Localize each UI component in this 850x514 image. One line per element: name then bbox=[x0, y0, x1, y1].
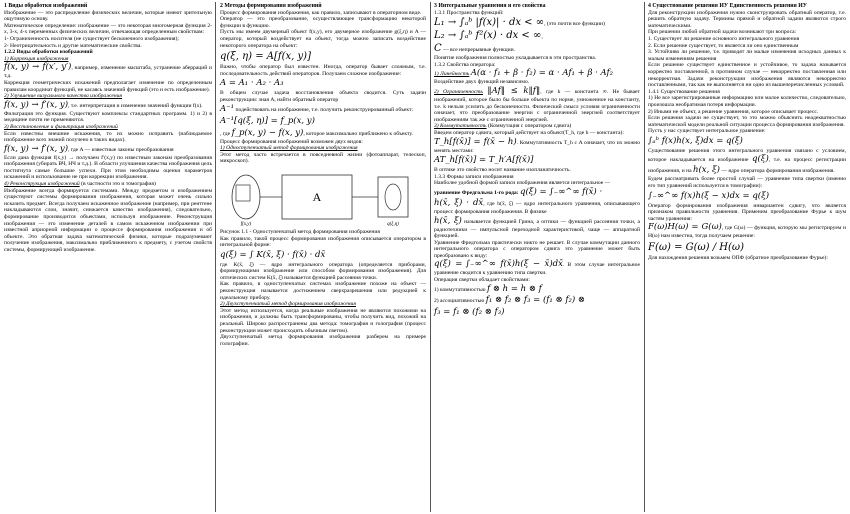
subsection-title: 1.3.3 Формы записи изображения bbox=[434, 173, 514, 180]
formula-line bbox=[434, 198, 640, 216]
formula-line bbox=[220, 104, 426, 115]
item-heading: 1) Одноступенчатый метод формирования изображения bbox=[220, 145, 358, 152]
image-label: q(ξ,η) bbox=[387, 221, 399, 227]
formula: A(α · f₁ + β · f₂) = α · Af₁ + β · Af₂ bbox=[470, 68, 614, 79]
formula-line bbox=[434, 284, 640, 295]
formula-text: , где G(ω) — функция, которую мы регистрируем и H(ω) нам известна, тогда получаем решение: bbox=[648, 225, 846, 240]
subsection-title: 1.2.2 Виды обработки изображений bbox=[4, 49, 93, 56]
paragraph: Операция свертки обладает свойствами: bbox=[434, 277, 530, 284]
formula: q(ξ̄) = ∫₋∞^∞ f(x̄) · bbox=[520, 186, 603, 197]
formula-text: 1) коммутативностью bbox=[434, 286, 486, 293]
formula-text: . Коммутативность T_h с A означает, что их можно менять местами: bbox=[434, 139, 640, 154]
formula-line bbox=[434, 86, 640, 123]
formula: f(x, y) → f′(x, y) bbox=[4, 143, 69, 154]
paragraph: Для реконструкции изображения нужно сконструировать обратный оператор, т.е. решить обратную задачу. Термины прямой и обратной задачи являются строго математическими. bbox=[648, 9, 846, 29]
formula: q(ξ̄) = ∫ K(x̄, ξ̄) · f(x̄) · dx̄ bbox=[220, 249, 326, 260]
formula-line bbox=[434, 259, 640, 277]
paragraph: Если решение существует единственное и устойчивое, то задача называется корректно поставленной, в противном случае — некорректно поставленная или некорректная. Задачи реконструкции изображения являются некорректно поставленными, так как не выполняется ни одно из вышеперечисленных условий. bbox=[648, 62, 846, 89]
item-heading: 2) Улучшение визуального качества изображения bbox=[4, 93, 123, 100]
paragraph: 2- Неотрицательность и другие математические свойства. bbox=[4, 42, 142, 49]
formula-text: называется функцией Грина, а оптики — функцией рассеяния точки, а радиотехники — импульсной переходной характеристикой, чаще — аппаратной функцией. bbox=[434, 218, 640, 240]
formula: f(x, y) → f′(x, y) bbox=[4, 99, 69, 110]
formula: A⁻¹[q(ξ, η)] = f_p(x, y) bbox=[220, 115, 315, 126]
formula-line bbox=[434, 137, 640, 155]
formula: L₂ → ∫ₐᵇ f²(x) · dx < ∞ bbox=[434, 30, 542, 42]
formula-line bbox=[434, 29, 640, 42]
formula: T_h[f(x̄)] = f(x̄ − h) bbox=[434, 136, 517, 147]
paragraph: Уравнение Фредгольма практически никто не решает. В случае коммутации данного интегрального оператора с оператором сдвига это уравнение может быть преобразовано к виду: bbox=[434, 239, 640, 259]
formula-line bbox=[220, 128, 426, 139]
paragraph: Изображение — это распределение физических величин, которые имеют зрительную ощутимую основу. bbox=[4, 9, 212, 23]
object-label: f(x,y) bbox=[240, 221, 252, 227]
formula: h(x̄, ξ̄) bbox=[434, 215, 462, 226]
paragraph: 3. Устойчиво ли решение, т.е. приводят ли малые изменения исходных данных к малым изменениям решения bbox=[648, 49, 846, 62]
formula-text: — все непрерывные функции. bbox=[443, 47, 516, 54]
item-heading: 2) Ограниченность bbox=[434, 88, 483, 95]
formula: h(x, ξ) bbox=[693, 165, 720, 176]
equation-name: уравнение Фредгольма 1-го рода: bbox=[434, 189, 519, 196]
formula: f(x, y) → f(x′, y′) bbox=[4, 62, 72, 73]
formula-text: , bbox=[541, 34, 543, 41]
formula: F(ω)H(ω) = G(ω) bbox=[648, 222, 722, 233]
paragraph: где K(x̄, ξ̄) — ядро интегрального оператора (определяется приборами, формирующими изображение или способом формирования изображения). Для оптических систем K(x̄, ξ̄) называется функцией рассеяния точки. bbox=[220, 261, 426, 281]
paragraph: В оптике это свойство носит название изопланатичность. bbox=[434, 167, 571, 174]
formula-line bbox=[648, 222, 846, 240]
formula: ∫ₐᵇ f(x)h(x, ξ)dx = q(ξ) bbox=[648, 135, 743, 146]
formula-text: , где k — константа ∞. Не бывает изображений, которое было бы больше объекта по норме, умноженное на константу, т.е. k нельзя усилить до бесконечности. Физический смысл условия ограниченности означает, что преобразование энергии с ограниченной энергией соответствует изображениям так же с ограниченной энергией. bbox=[434, 88, 640, 123]
formula-line bbox=[434, 42, 640, 55]
column-divider bbox=[430, 2, 431, 512]
paragraph: Коррекция геометрических искажений предполагает изменение по определенным правилам координат функций, не касаясь значений функций (это и есть изображение). bbox=[4, 79, 212, 93]
paragraph: Воздействие двух функций независимо. bbox=[434, 79, 530, 86]
item-heading: 4) Реконструкция изображений bbox=[4, 181, 80, 188]
formula: AT_h[f(x̄)] = T_h′A[f(x̄)] bbox=[434, 155, 534, 166]
paragraph: 1. Существует ли решение основного интегрального уравнения bbox=[648, 35, 800, 42]
formula-line bbox=[648, 148, 846, 177]
formula: ∫₋∞^∞ f(x)h(ξ − x)dx = q(ξ) bbox=[648, 190, 770, 201]
paragraph: Как правило, такой процесс формирования изображения описывается оператором в интегральной форме: bbox=[220, 235, 426, 249]
paragraph: Если решения задачи не существует, то это можно объяснить неадекватностью математической модели реальной ситуации процесса формирования изображения. bbox=[648, 115, 846, 128]
formula: f ⊗ h = h ⊗ f bbox=[486, 283, 542, 294]
paragraph: При решении любой обратной задачи возникают три вопроса: bbox=[648, 29, 797, 36]
paragraph: Будем рассматривать более простой случай — уравнение типа свертки (именно его тип уравнений используется в томографии): bbox=[648, 176, 846, 190]
paragraph: 1) Не все зарегистрированные информацию или малое количество, следовательно, произошла необратимая потеря информации. bbox=[648, 95, 846, 108]
formula-text: , где h(x̄, ξ̄) — ядро интегрального уравнения, описывающего процесс формирования изображения. В физике bbox=[434, 200, 640, 215]
formula-line bbox=[434, 16, 640, 29]
paragraph: Важно, чтобы оператор был известен. Иногда, оператор бывает сложным, т.е. последовательность действий операторов. Получаем сложное изображение: bbox=[220, 64, 426, 77]
formula-text: , т.е. на процесс регистрации изображения, и на bbox=[648, 157, 846, 175]
paragraph: Для нахождения решения возьмем ОПФ (обратное преобразование Фурье): bbox=[648, 255, 828, 262]
formula-line bbox=[434, 187, 640, 198]
paragraph: Оператор формирования изображения инвариантен сдвигу, что является признаком правильности уравнения. Применим преобразование Фурье к шум частям уравнения: bbox=[648, 202, 846, 222]
paragraph: Оператор — это преобразование, осуществляющее трансформацию некоторой функции в функцию. bbox=[220, 16, 426, 29]
paragraph: Если известны внешние искажения, то их можно исправить (наблюдаемое изображение всех знаний получено в таких видах). bbox=[4, 130, 212, 144]
column-1 bbox=[2, 2, 214, 512]
formula-text: , например, изменение масштаба, устранение аберраций и т.д. bbox=[4, 65, 212, 80]
formula-text: . В этом случае интегральное уравнение сводится к уравнению типа свертки. bbox=[434, 262, 640, 277]
paragraph: Двухступенчатый метод формирования изображения разберем на примере голографии. bbox=[220, 334, 426, 347]
formula: L₁ → ∫ₐᵇ |f(x)| · dx < ∞ bbox=[434, 17, 545, 29]
subsection-title: 1.4.1 Существование решения bbox=[648, 88, 720, 95]
paragraph: Этот метод используется, когда реальные изображения не являются похожими на изображения, и должны быть трансформированы, чтобы получить вид, похожий на реальный. Широко распространены два метода: томография и голография (процесс реконструкции может происходить обычным светом). bbox=[220, 307, 426, 334]
formula-line bbox=[434, 295, 640, 306]
column-2 bbox=[218, 2, 428, 512]
paragraph: 2. Если решение существует, то является ли оно единственным bbox=[648, 42, 799, 49]
paragraph: Фильтрация это функция. Существуют комплексы стандартных программ. 1) и 2) в медицине почти не применяются. bbox=[4, 110, 212, 124]
item-heading-text: (Коммутация с оператором сдвига) bbox=[486, 123, 572, 130]
formula: q(ξ) bbox=[752, 154, 769, 165]
formula-text: — ядро оператора формирования изображения. bbox=[721, 168, 835, 175]
column-divider bbox=[644, 2, 645, 512]
formula: q(ξ̄) = bbox=[434, 259, 463, 270]
paragraph: Пусть мы имеем двумерный объект f(x,y), его двумерное изображение g(ξ,η) и A — оператор, который воздействует на объект, тогда можно записать воздействие некоторого оператора на объект: bbox=[220, 29, 426, 49]
formula-line bbox=[4, 62, 212, 80]
formula-line bbox=[4, 144, 212, 155]
formula-text: , где A — известные законы преобразования bbox=[68, 146, 174, 153]
figure-caption: Рисунок 1.1 - Одноступенчатый метод формирования изображения bbox=[220, 228, 380, 235]
figure-one-stage bbox=[220, 167, 426, 227]
formula: F(ω) = G(ω) / H(ω) bbox=[648, 242, 744, 254]
formula: f₁ ⊗ f₂ ⊗ f₃ = (f₁ ⊗ f₂) ⊗ bbox=[485, 294, 586, 305]
operator-label: A bbox=[312, 189, 322, 204]
item-heading: 2) Двухступенчатый метод формирования изображения bbox=[220, 301, 356, 308]
image-plane bbox=[378, 177, 408, 217]
paragraph: 1- Ограниченность носителя (не существует бесконечного изображения); bbox=[4, 35, 179, 42]
paragraph: Как правило, в одноступенчатых системах изображение похоже на объект — реконструкция называется достижением сверхразрешения или редукцией к идеальному прибору. bbox=[220, 281, 426, 301]
formula-line bbox=[4, 100, 212, 111]
paragraph: Наиболее удобной формой записи изображения является интегральное — bbox=[434, 180, 611, 187]
paragraph: Изображение всегда формируется системами. Между предметом и изображением существуют системы формирования изображения, которая может очень сильно исказить предмет. Всегда получаем искаженное изображение (например, при рентгене накладываются слои, значит, снижается качество изображения), следовательно, формирование производится объектами, используя изображение. Реконструкция изображения — это изменение деталей в самом искаженном изображении при известной априорной информации о процессе формирования изображения и об объекте. Это обратная задача математической физики, которые подразумевают получение изображения, максимально приближенного к предмету, с учетом свойств системы, формирующей изображение. bbox=[4, 187, 212, 253]
item-heading: 1) Линейность bbox=[434, 71, 470, 78]
column-divider bbox=[215, 2, 216, 512]
item-heading: 3) Восстановление и фильтрация изображений bbox=[4, 123, 118, 130]
formula-text: , где bbox=[220, 130, 231, 137]
formula: ∫₋∞^∞ f(x̄)h(ξ̄ − x̄)dx̄ bbox=[465, 259, 563, 270]
item-heading-line bbox=[4, 181, 212, 188]
image-shape bbox=[385, 184, 401, 210]
item-heading: 3) Коммутативность bbox=[434, 123, 487, 130]
formula: f_p(x, y) − f(x, y) bbox=[231, 127, 304, 138]
formula-text: Существование решения этого интегрального уравнения связано с условием, которое накладывается на изображение bbox=[648, 147, 846, 164]
item-heading-text: (в частности это и томография) bbox=[79, 181, 156, 188]
paragraph: Процесс формирования изображения, как правило, записывают в операторном виде. bbox=[220, 9, 422, 16]
formula: A = A₁ · A₂ · A₃ bbox=[220, 78, 284, 89]
formula: h(x̄, ξ̄) · dx̄ bbox=[434, 197, 484, 208]
formula-text: , т.е. интерпретация и изменение значений функции f(x). bbox=[68, 102, 203, 109]
formula: C bbox=[434, 43, 442, 55]
subsection-title: 1.3.2 Свойства оператора: bbox=[434, 61, 496, 68]
section-title: 1 Виды обработки изображений bbox=[4, 3, 88, 9]
paragraph: В общем случае задача восстановления объекта сводится. Суть задачи реконструкции: зная A, найти обратный оператор bbox=[220, 90, 426, 103]
column-4 bbox=[646, 2, 848, 512]
formula-text: подействовать на изображение, т.е. получить реконструированный объект: bbox=[235, 106, 414, 113]
formula: ‖Af‖ ≤ k‖f‖ bbox=[487, 85, 541, 96]
formula: A⁻¹ bbox=[220, 103, 235, 114]
formula-line bbox=[434, 68, 640, 79]
paragraph: Этот метод часто встречается в повседневной жизни (фотоаппарат, телескоп, микроскоп). bbox=[220, 151, 426, 165]
formula-text: , (это почти все функции) bbox=[544, 21, 605, 28]
formula: q(ξ, η) = A[f(x, y)] bbox=[220, 51, 311, 63]
section-title: 2 Методы формирования изображений bbox=[220, 3, 322, 9]
paragraph: Введем оператор сдвига, который действует на объект(T_h, где h — константа): bbox=[434, 129, 624, 136]
object-inner bbox=[236, 185, 250, 201]
paragraph: Понятие изображения полностью укладывается в эти пространства. bbox=[434, 55, 597, 62]
formula: f₃ = f₁ ⊗ (f₂ ⊗ f₃) bbox=[434, 306, 505, 317]
paragraph: 2) Иными не объект, а решение уравнения, которое описывает процесс. bbox=[648, 108, 819, 115]
section-title: 3 Интегральные уравнения и его свойства bbox=[434, 3, 546, 9]
paragraph: Математическое определение: изображение — это некоторая многомерная функция 2-х, 3-х, 4-х переменных физических величин, отвечающая определенным свойствам: bbox=[4, 22, 212, 36]
figure-diagram bbox=[220, 167, 420, 227]
formula-line bbox=[434, 216, 640, 240]
item-heading-line bbox=[434, 123, 640, 130]
paragraph: Пусть у нас существует интегральное уравнение: bbox=[648, 128, 766, 135]
section-title: 4 Существование решения ИУ Единственность решения ИУ bbox=[648, 3, 807, 9]
paragraph: Если дана функция f(x,y) → получаем f′(x,y) по известным законам преобразования изображения (убирать ВЧ, НЧ и т.д.). В области улучшения качества изображения цель постигнута самые большие успехи. При этом необходимы оценки параметров искажений и использование не при коррекции изображения. bbox=[4, 154, 212, 181]
subsection-title: 1.3.1 Пространства функций: bbox=[434, 9, 504, 16]
formula-text: 2) ассоциативностью bbox=[434, 297, 485, 304]
item-heading: 1) Коррекция изображения bbox=[4, 55, 69, 62]
formula-text: , которое максимально приближено к объекту. bbox=[303, 130, 413, 137]
paragraph: Процесс формирования изображений возможен двух видов: bbox=[220, 138, 363, 145]
column-3 bbox=[432, 2, 642, 512]
